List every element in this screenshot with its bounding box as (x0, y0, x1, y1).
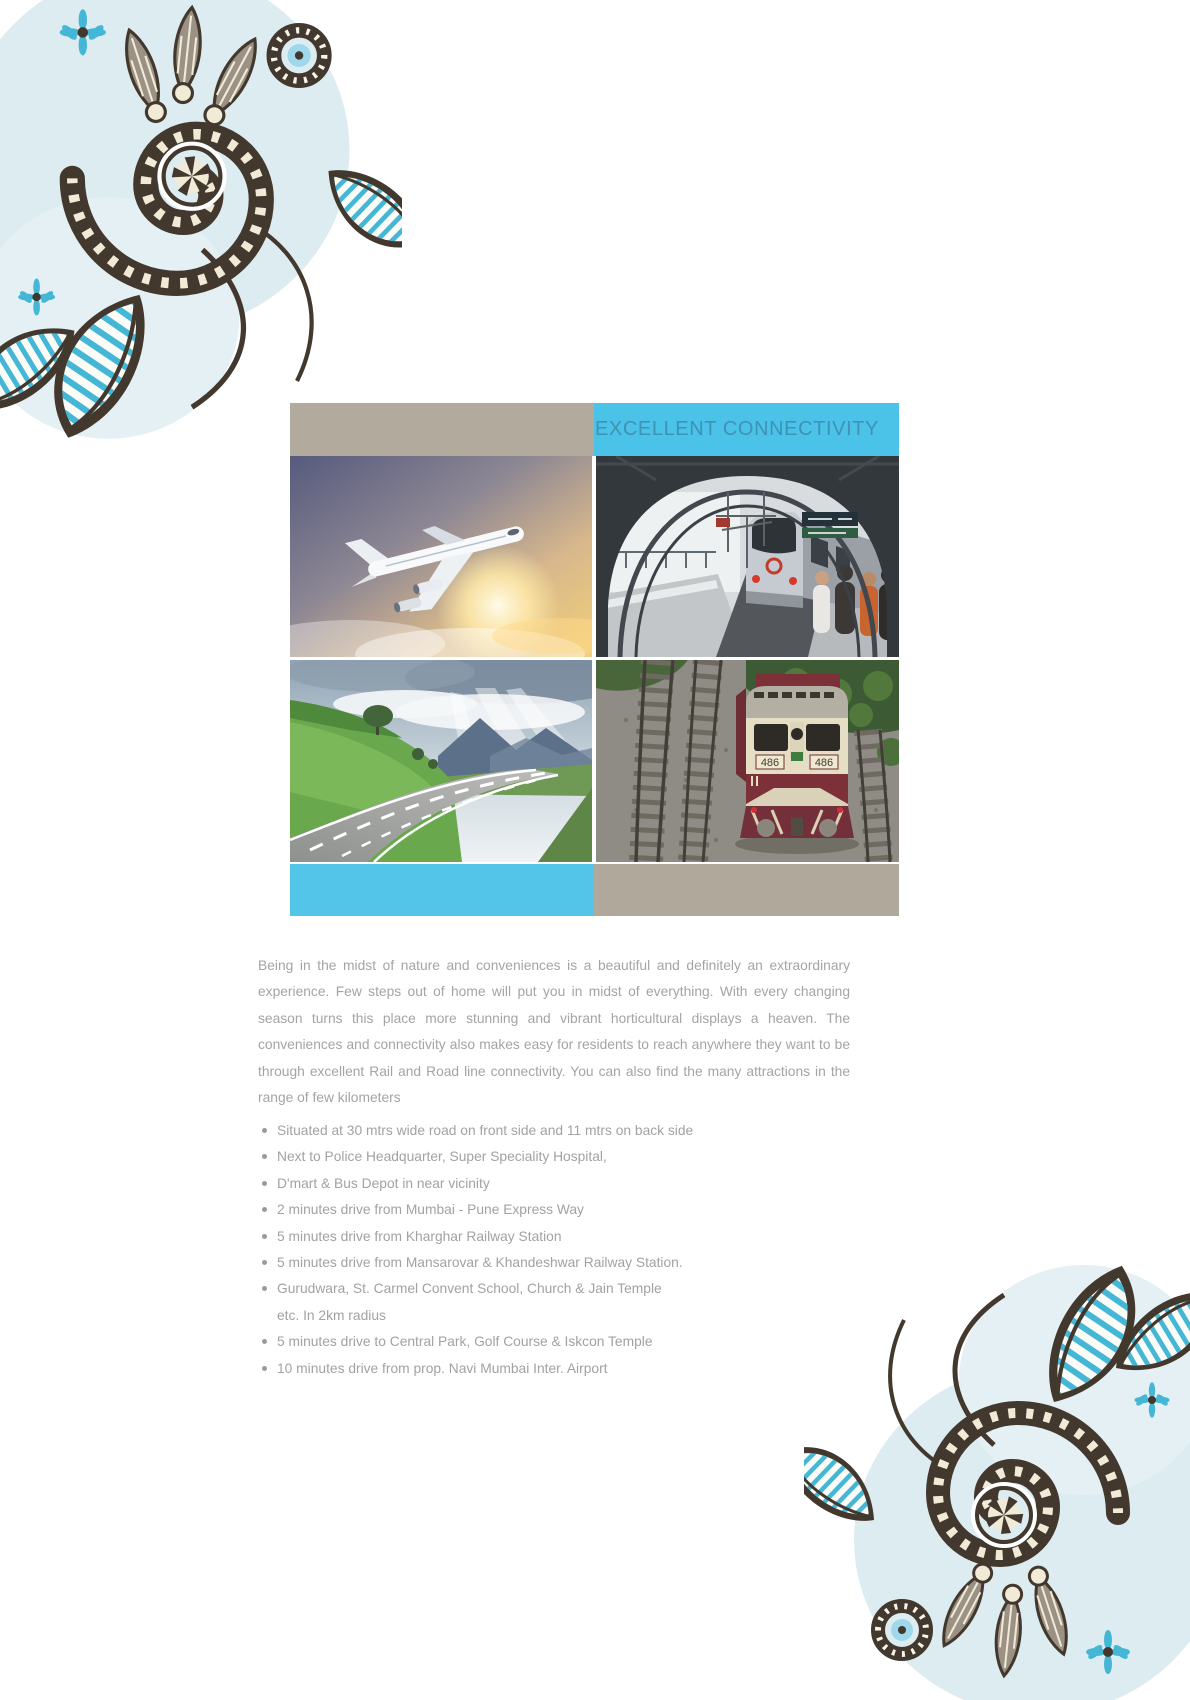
paisley-ornament-top-left (0, 0, 402, 444)
bullet-dot-icon (262, 1181, 267, 1186)
highlight-text: 5 minutes drive from Kharghar Railway Station (277, 1228, 562, 1244)
connectivity-panel (290, 403, 899, 916)
airplane-takeoff-photo (290, 456, 592, 657)
highlight-text: Gurudwara, St. Carmel Convent School, Church & Jain Temple (277, 1281, 662, 1297)
highlight-text: etc. In 2km radius (277, 1307, 386, 1323)
bullet-dot-icon (262, 1366, 267, 1371)
highlight-item (258, 1228, 864, 1254)
highlight-text: 10 minutes drive from prop. Navi Mumbai Inter. Airport (277, 1360, 608, 1376)
bullet-dot-icon (262, 1234, 267, 1239)
highlight-item (258, 1307, 864, 1333)
bullet-dot-icon (262, 1260, 267, 1265)
bullet-dot-icon (262, 1207, 267, 1212)
highlight-text: 2 minutes drive from Mumbai - Pune Express Way (277, 1202, 584, 1218)
bullet-dot-icon (262, 1154, 267, 1159)
highlight-item (258, 1254, 864, 1280)
panel-footer (290, 864, 899, 916)
panel-title: EXCELLENT CONNECTIVITY (594, 418, 879, 440)
highlight-item (258, 1333, 864, 1359)
header-cyan-bar (594, 403, 899, 456)
highlight-text: 5 minutes drive from Mansarovar & Khandeshwar Railway Station. (277, 1254, 683, 1270)
highlight-text: 5 minutes drive to Central Park, Golf Course & Iskcon Temple (277, 1334, 653, 1350)
description-paragraph: Being in the midst of nature and conveniences is a beautiful and definitely an extraordinary experience. Few steps out of home will put you in midst of everything. With every changing season turns this place more stunning and vibrant horticultural displays a heaven. The conveniences and connectivity also makes easy for residents to reach anywhere they want to be through excellent Rail and Road line connectivity. You can also find the many attractions in the range of few kilometers (258, 957, 850, 1106)
bullet-dot-icon (262, 1128, 267, 1133)
highlight-item (258, 1148, 864, 1174)
highlight-text: Next to Police Headquarter, Super Speciality Hospital, (277, 1149, 607, 1165)
train-number-plate-right: 486 (814, 757, 834, 769)
suburban-local-train-photo (596, 660, 899, 862)
highlight-item (258, 1201, 864, 1227)
location-highlights-list (258, 1122, 864, 1386)
panel-header (290, 403, 899, 456)
highlight-text: D'mart & Bus Depot in near vicinity (277, 1175, 490, 1191)
train-number-plate-left: 486 (760, 757, 780, 769)
header-taupe-bar (290, 403, 594, 456)
highlight-item (258, 1360, 864, 1386)
footer-taupe-bar (594, 864, 899, 916)
highway-through-hills-photo (290, 660, 592, 862)
highlight-item (258, 1122, 864, 1148)
metro-station-photo (596, 456, 899, 657)
highlight-item (258, 1175, 864, 1201)
bullet-dot-icon (262, 1339, 267, 1344)
bullet-dot-icon (262, 1286, 267, 1291)
footer-cyan-bar (290, 864, 594, 916)
highlight-text: Situated at 30 mtrs wide road on front side and 11 mtrs on back side (277, 1123, 694, 1138)
highlight-item (258, 1280, 864, 1306)
